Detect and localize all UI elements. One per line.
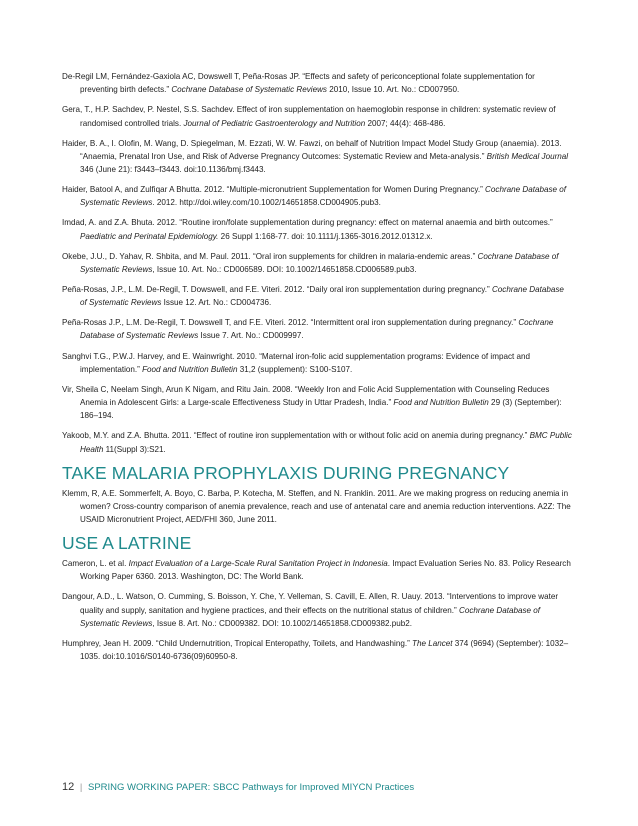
- reference-text: Klemm, R, A.E. Sommerfelt, A. Boyo, C. Barba, P. Kotecha, M. Steffen, and N. Franklin. 2011. Are we making progress on reducing anemia in women? Cross-country comparison of anemia prevalence, reach and use of antenatal care and anemia reduction interventions. A2Z: The USAID Micronutrient Project, AED/FHI 360, June 2011.: [62, 488, 571, 525]
- reference-text: Okebe, J.U., D. Yahav, R. Shbita, and M. Paul. 2011. “Oral iron supplements for children in malaria-endemic areas.”: [62, 251, 478, 261]
- references-content: [62, 70, 572, 670]
- reference-text: 346 (June 21): f3443–f3443. doi:10.1136/bmj.f3443.: [80, 165, 266, 174]
- page-number: 12: [62, 781, 75, 793]
- page-footer: [62, 781, 582, 793]
- reference-text: De-Regil LM, Fernández-Gaxiola AC, Dowswell T, Peña-Rosas JP. “Effects and safety of periconceptional folate supplementation for preventing birth defects.”: [62, 72, 535, 95]
- reference-source-title: Cochrane Database of Systematic Reviews: [80, 251, 559, 274]
- reference-text: , Issue 10. Art. No.: CD006589. DOI: 10.1002/14651858.CD006589.pub3.: [152, 264, 417, 274]
- footer-title: SPRING WORKING PAPER: SBCC Pathways for Improved MIYCN Practices: [88, 782, 415, 793]
- reference-text: 11(Suppl 3):S21.: [103, 444, 166, 454]
- reference-source-title: Food and Nutrition Bulletin: [142, 364, 238, 374]
- reference-text: 2010, Issue 10. Art. No.: CD007950.: [326, 85, 460, 95]
- reference-entry: [62, 590, 572, 630]
- reference-text: Gera, T., H.P. Sachdev, P. Nestel, S.S. Sachdev. Effect of iron supplementation on haemoglobin response in children: systematic review of randomised controlled trials.: [62, 105, 556, 128]
- reference-entry: [62, 250, 572, 276]
- reference-entry: [62, 487, 572, 527]
- reference-entry: [62, 557, 572, 583]
- reference-text: 2007; 44(4): 468-486.: [365, 118, 446, 128]
- reference-text: . 2012. http://doi.wiley.com/10.1002/14651858.CD004905.pub3.: [152, 198, 381, 208]
- reference-entry: [62, 637, 572, 663]
- reference-text: Sanghvi T.G., P.W.J. Harvey, and E. Wainwright. 2010. “Maternal iron-folic acid supplementation programs: Evidence of impact and implementation.”: [62, 351, 531, 374]
- reference-entry: [62, 283, 572, 309]
- reference-text: Humphrey, Jean H. 2009. “Child Undernutrition, Tropical Enteropathy, Toilets, and Handwashing.”: [62, 638, 413, 648]
- reference-source-title: British Medical Journal: [486, 151, 569, 161]
- reference-text: Issue 7. Art. No.: CD009997.: [198, 331, 304, 341]
- reference-entry: [62, 103, 572, 129]
- reference-text: Cameron, L. et al.: [62, 559, 129, 569]
- reference-entry: [62, 70, 572, 96]
- reference-source-title: Cochrane Database of Systematic Reviews: [80, 185, 567, 208]
- reference-text: Peña-Rosas J.P., L.M. De-Regil, T. Dowswell T, and F.E. Viteri. 2012. “Intermittent oral iron supplementation during pregnancy.”: [62, 318, 519, 328]
- reference-text: Haider, B. A., I. Olofin, M. Wang, D. Spiegelman, M. Ezzati, W. W. Fawzi, on behalf of Nutrition Impact Model Study Group (anaemia). 2013. “Anaemia, Prenatal Iron Use, and Risk of Adverse Pregnancy Outcomes: Systematic Review and Meta-analysis.”: [62, 138, 562, 161]
- section-heading: USE A LATRINE: [62, 533, 192, 554]
- reference-source-title: Food and Nutrition Bulletin: [393, 398, 489, 408]
- reference-entry: [62, 350, 572, 376]
- reference-text: Peña-Rosas, J.P., L.M. De-Regil, T. Dowswell, and F.E. Viteri. 2012. “Daily oral iron supplementation during pregnancy.”: [62, 284, 492, 294]
- reference-source-title: Paediatric and Perinatal Epidemiology.: [80, 231, 219, 241]
- reference-source-title: Cochrane Database of Systematic Reviews: [80, 284, 564, 308]
- reference-entry: [62, 137, 572, 177]
- reference-source-title: BMC Public Health: [80, 431, 572, 454]
- reference-text: Haider, Batool A, and Zulfiqar A Bhutta. 2012. “Multiple-micronutrient Supplementation for Women During Pregnancy.”: [62, 185, 486, 195]
- reference-source-title: Journal of Pediatric Gastroenterology and Nutrition: [183, 118, 366, 128]
- reference-text: Imdad, A. and Z.A. Bhuta. 2012. “Routine iron/folate supplementation during pregnancy: effect on maternal anaemia and birth outcomes.”: [62, 218, 553, 228]
- reference-text: 29 (3) (September): 186–194.: [80, 398, 562, 421]
- section-heading: TAKE MALARIA PROPHYLAXIS DURING PREGNANCY: [62, 462, 510, 483]
- reference-text: Vir, Sheila C, Neelam Singh, Arun K Nigam, and Ritu Jain. 2008. “Weekly Iron and Folic Acid Supplementation with Counseling Reduces Anemia in Adolescent Girls: a Large-scale Effectiveness Study in Uttar Pradesh, India.”: [62, 384, 550, 408]
- footer-separator: |: [79, 782, 83, 793]
- reference-entry: [62, 383, 572, 423]
- reference-entry: [62, 429, 572, 455]
- reference-text: 31,2 (supplement): S100-S107.: [237, 364, 353, 374]
- reference-source-title: Impact Evaluation of a Large-Scale Rural Sanitation Project in Indonesia: [128, 559, 388, 569]
- reference-text: Dangour, A.D., L. Watson, O. Cumming, S. Boisson, Y. Che, Y. Velleman, S. Cavill, E. Allen, R. Uauy. 2013. “Interventions to improve water quality and supply, sanitation and hygiene practices, and their effects on the nutritional status of children.”: [62, 592, 559, 615]
- reference-text: 26 Suppl 1:168-77. doi: 10.1111/j.1365-3016.2012.01312.x.: [218, 231, 433, 241]
- reference-entry: [62, 183, 572, 209]
- reference-source-title: Cochrane Database of Systematic Reviews: [80, 318, 554, 341]
- reference-entry: [62, 216, 572, 242]
- reference-source-title: Cochrane Database of Systematic Reviews: [80, 605, 540, 628]
- reference-source-title: The Lancet: [412, 638, 453, 648]
- reference-text: 374 (9694) (September): 1032–1035. doi:10.1016/S0140-6736(09)60950-8.: [80, 638, 569, 662]
- reference-text: . Impact Evaluation Series No. 83. Policy Research Working Paper 6360. 2013. Washington, DC: The World Bank.: [80, 559, 571, 582]
- reference-text: Yakoob, M.Y. and Z.A. Bhutta. 2011. “Effect of routine iron supplementation with or without folic acid on anemia during pregnancy.”: [62, 431, 530, 441]
- reference-text: Issue 12. Art. No.: CD004736.: [161, 298, 272, 308]
- reference-entry: [62, 316, 572, 342]
- reference-text: , Issue 8. Art. No.: CD009382. DOI: 10.1002/14651858.CD009382.pub2.: [152, 618, 413, 628]
- reference-source-title: Cochrane Database of Systematic Reviews: [171, 85, 327, 95]
